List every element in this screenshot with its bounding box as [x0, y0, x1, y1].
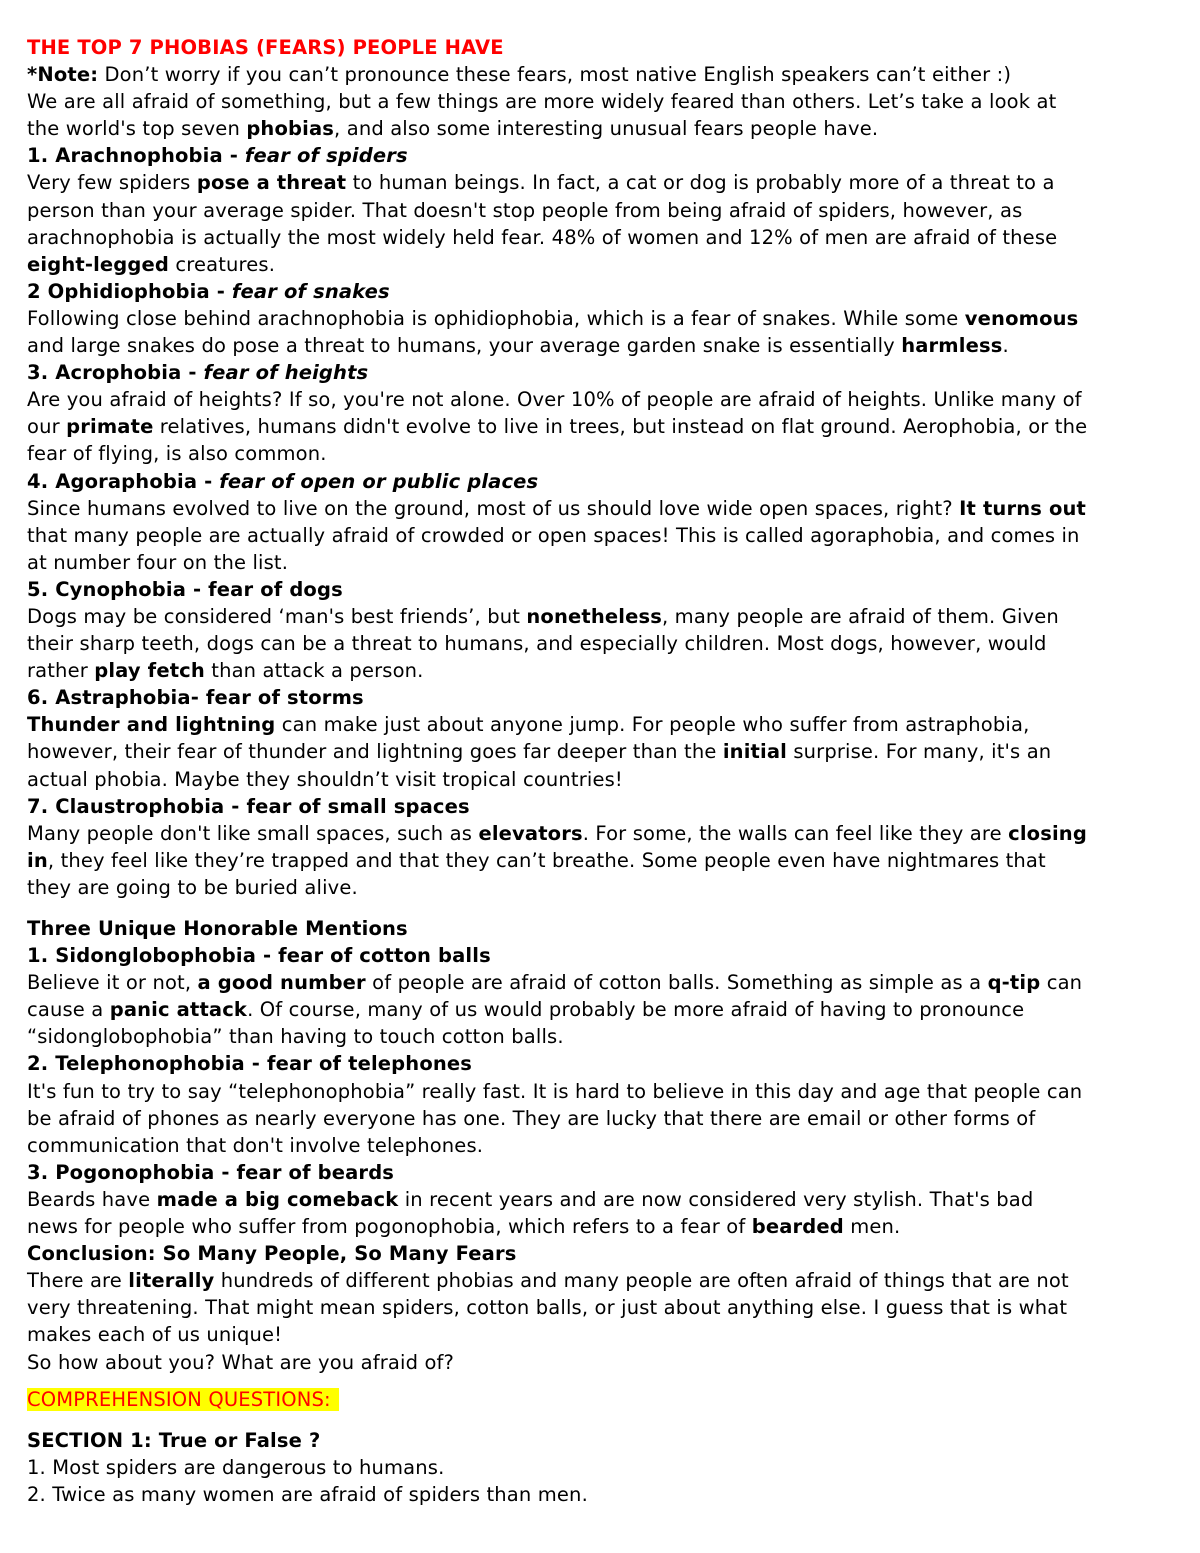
paragraph-line [27, 1267, 1180, 1294]
text: creatures. [168, 252, 276, 276]
paragraph-line [27, 603, 1180, 630]
text: cause a [27, 998, 110, 1022]
paragraph-line [27, 738, 1180, 765]
bold-term: Thunder and lightning [27, 713, 276, 737]
comprehension-heading: COMPREHENSION QUESTIONS: [27, 1388, 339, 1411]
text: in recent years and are now considered very stylish. That's bad [398, 1187, 1034, 1211]
honorable-heading-pogonophobia: 3. Pogonophobia - fear of beards [27, 1160, 395, 1184]
paragraph-line [27, 251, 1180, 278]
paragraph-line [27, 169, 1180, 196]
phobia-heading-arachnophobia [27, 142, 1180, 169]
text: can [1040, 971, 1083, 995]
paragraph-line [27, 820, 1180, 847]
comprehension-line [27, 1386, 1180, 1413]
paragraph-line: be afraid of phones as nearly everyone has one. They are lucky that there are email or other forms of [27, 1106, 1036, 1130]
paragraph-line: at number four on the list. [27, 550, 289, 574]
phobia-heading-agoraphobia [27, 468, 1180, 495]
conclusion-heading: Conclusion: So Many People, So Many Fears [27, 1242, 517, 1266]
bold-term: venomous [964, 306, 1079, 330]
bold-term: panic attack [109, 998, 248, 1022]
note-line [27, 61, 1180, 88]
heading-text: 1. Arachnophobia - [27, 144, 245, 168]
bold-term: primate [66, 415, 154, 439]
phobia-heading-acrophobia [27, 359, 1180, 386]
bold-term: made a big comeback [156, 1187, 399, 1211]
text: can make just about anyone jump. For people who suffer from astraphobia, [275, 713, 1030, 737]
intro-line-1: We are all afraid of something, but a few things are more widely feared than others. Let’s take a look at [27, 90, 1057, 114]
text: . [1002, 334, 1009, 358]
paragraph-line: actual phobia. Maybe they shouldn’t visit tropical countries! [27, 767, 623, 791]
text: of people are afraid of cotton balls. Something as simple as a [365, 971, 988, 995]
paragraph-line: their sharp teeth, dogs can be a threat to humans, and especially children. Most dogs, however, would [27, 632, 1047, 656]
bold-term: It turns out [959, 496, 1087, 520]
heading-italic: fear of spiders [244, 144, 408, 168]
paragraph-line: It's fun to try to say “telephonophobia” really fast. It is hard to believe in this day and age that people can [27, 1079, 1083, 1103]
paragraph-line [27, 495, 1180, 522]
bold-term: closing [1008, 821, 1087, 845]
paragraph-line: communication that don't involve telephones. [27, 1133, 484, 1157]
honorable-heading-telephonophobia: 2. Telephonophobia - fear of telephones [27, 1052, 473, 1076]
phobia-heading-ophidiophobia [27, 278, 1180, 305]
paragraph-line [27, 1213, 1180, 1240]
text: , many people are afraid of them. Given [661, 604, 1059, 628]
paragraph-line [27, 996, 1180, 1023]
phobia-heading-cynophobia: 5. Cynophobia - fear of dogs [27, 577, 343, 601]
honorable-mentions-heading: Three Unique Honorable Mentions [27, 917, 408, 940]
intro-bold-phobias: phobias [246, 117, 335, 141]
paragraph-line: arachnophobia is actually the most widely held fear. 48% of women and 12% of men are afraid of these [27, 225, 1058, 249]
intro-text: , and also some interesting unusual fears people have. [334, 117, 879, 141]
text: than attack a person. [204, 659, 424, 683]
text: Many people don't like small spaces, such as [27, 821, 479, 845]
bold-term: in [27, 848, 48, 872]
paragraph-line [27, 413, 1180, 440]
paragraph-line: fear of flying, is also common. [27, 442, 327, 466]
text: . For some, the walls can feel like they are [582, 821, 1009, 845]
paragraph-line: Are you afraid of heights? If so, you're not alone. Over 10% of people are afraid of heights. Unlike many of [27, 388, 1082, 412]
note-label: *Note: [27, 63, 99, 87]
intro-text: the world's top seven [27, 117, 247, 141]
phobia-heading-astraphobia: 6. Astraphobia- fear of storms [27, 686, 364, 710]
text: hundreds of different phobias and many people are often afraid of things that are not [214, 1269, 1069, 1293]
section1-heading: SECTION 1: True or False ? [27, 1428, 321, 1452]
text: news for people who suffer from pogonophobia, which refers to a fear of [27, 1215, 752, 1239]
text: rather [27, 659, 95, 683]
paragraph-line [27, 305, 1180, 332]
text: Dogs may be considered ‘man's best friends’, but [27, 604, 527, 628]
paragraph-line: So how about you? What are you afraid of? [27, 1350, 455, 1374]
text: our [27, 415, 67, 439]
bold-term: literally [128, 1269, 215, 1293]
paragraph-line: person than your average spider. That doesn't stop people from being afraid of spiders, however, as [27, 198, 1023, 222]
heading-italic: fear of snakes [231, 279, 390, 303]
heading-text: 4. Agoraphobia - [27, 469, 220, 493]
text: Since humans evolved to live on the ground, most of us should love wide open spaces, right? [27, 496, 960, 520]
paragraph-line [27, 847, 1180, 874]
phobia-heading-claustrophobia: 7. Claustrophobia - fear of small spaces [27, 794, 470, 818]
bold-term: q-tip [987, 971, 1041, 995]
heading-text: 3. Acrophobia - [27, 361, 204, 385]
paragraph-line: they are going to be buried alive. [27, 875, 358, 899]
question-1: 1. Most spiders are dangerous to humans. [27, 1455, 445, 1479]
text: however, their fear of thunder and lightning goes far deeper than the [27, 740, 723, 764]
spacer [27, 1376, 1180, 1386]
spacer [27, 901, 1180, 915]
honorable-heading-sidonglobophobia: 1. Sidonglobophobia - fear of cotton balls [27, 944, 491, 968]
spacer [27, 1413, 1180, 1427]
paragraph-line [27, 1186, 1180, 1213]
text: surprise. For many, it's an [787, 740, 1052, 764]
text: , they feel like they’re trapped and that they can’t breathe. Some people even have nightmares that [47, 848, 1046, 872]
bold-term: elevators [478, 821, 583, 845]
heading-italic: fear of open or public places [219, 469, 539, 493]
text: Believe it or not, [27, 971, 198, 995]
bold-term: a good number [197, 971, 366, 995]
paragraph-line: makes each of us unique! [27, 1323, 283, 1347]
document-title: THE TOP 7 PHOBIAS (FEARS) PEOPLE HAVE [27, 36, 504, 59]
note-text: Don’t worry if you can’t pronounce these fears, most native English speakers can’t either :) [98, 63, 1012, 87]
paragraph-line [27, 657, 1180, 684]
bold-term: harmless [901, 334, 1003, 358]
text: Following close behind arachnophobia is ophidiophobia, which is a fear of snakes. While some [27, 306, 965, 330]
text: relatives, humans didn't evolve to live in trees, but instead on flat ground. Aerophobia, or the [153, 415, 1088, 439]
intro-line-2 [27, 115, 1180, 142]
text: There are [27, 1269, 129, 1293]
text: Very few spiders [27, 171, 197, 195]
text: to human beings. In fact, a cat or dog is probably more of a threat to a [346, 171, 1055, 195]
paragraph-line [27, 332, 1180, 359]
bold-term: eight-legged [27, 252, 169, 276]
bold-term: bearded [751, 1215, 844, 1239]
paragraph-line: that many people are actually afraid of crowded or open spaces! This is called agoraphobia, and comes in [27, 523, 1080, 547]
heading-italic: fear of heights [203, 361, 369, 385]
paragraph-line: very threatening. That might mean spiders, cotton balls, or just about anything else. I guess that is what [27, 1296, 1068, 1320]
paragraph-line: “sidonglobophobia” than having to touch cotton balls. [27, 1025, 564, 1049]
text: Beards have [27, 1187, 157, 1211]
text: and large snakes do pose a threat to humans, your average garden snake is essentially [27, 334, 902, 358]
heading-text: 2 Ophidiophobia - [27, 279, 232, 303]
question-2: 2. Twice as many women are afraid of spiders than men. [27, 1482, 588, 1506]
bold-term: pose a threat [196, 171, 347, 195]
bold-term: play fetch [94, 659, 205, 683]
paragraph-line [27, 711, 1180, 738]
bold-term: initial [722, 740, 787, 764]
bold-term: nonetheless [526, 604, 662, 628]
paragraph-line [27, 969, 1180, 996]
text: men. [843, 1215, 901, 1239]
text: . Of course, many of us would probably be more afraid of having to pronounce [247, 998, 1025, 1022]
